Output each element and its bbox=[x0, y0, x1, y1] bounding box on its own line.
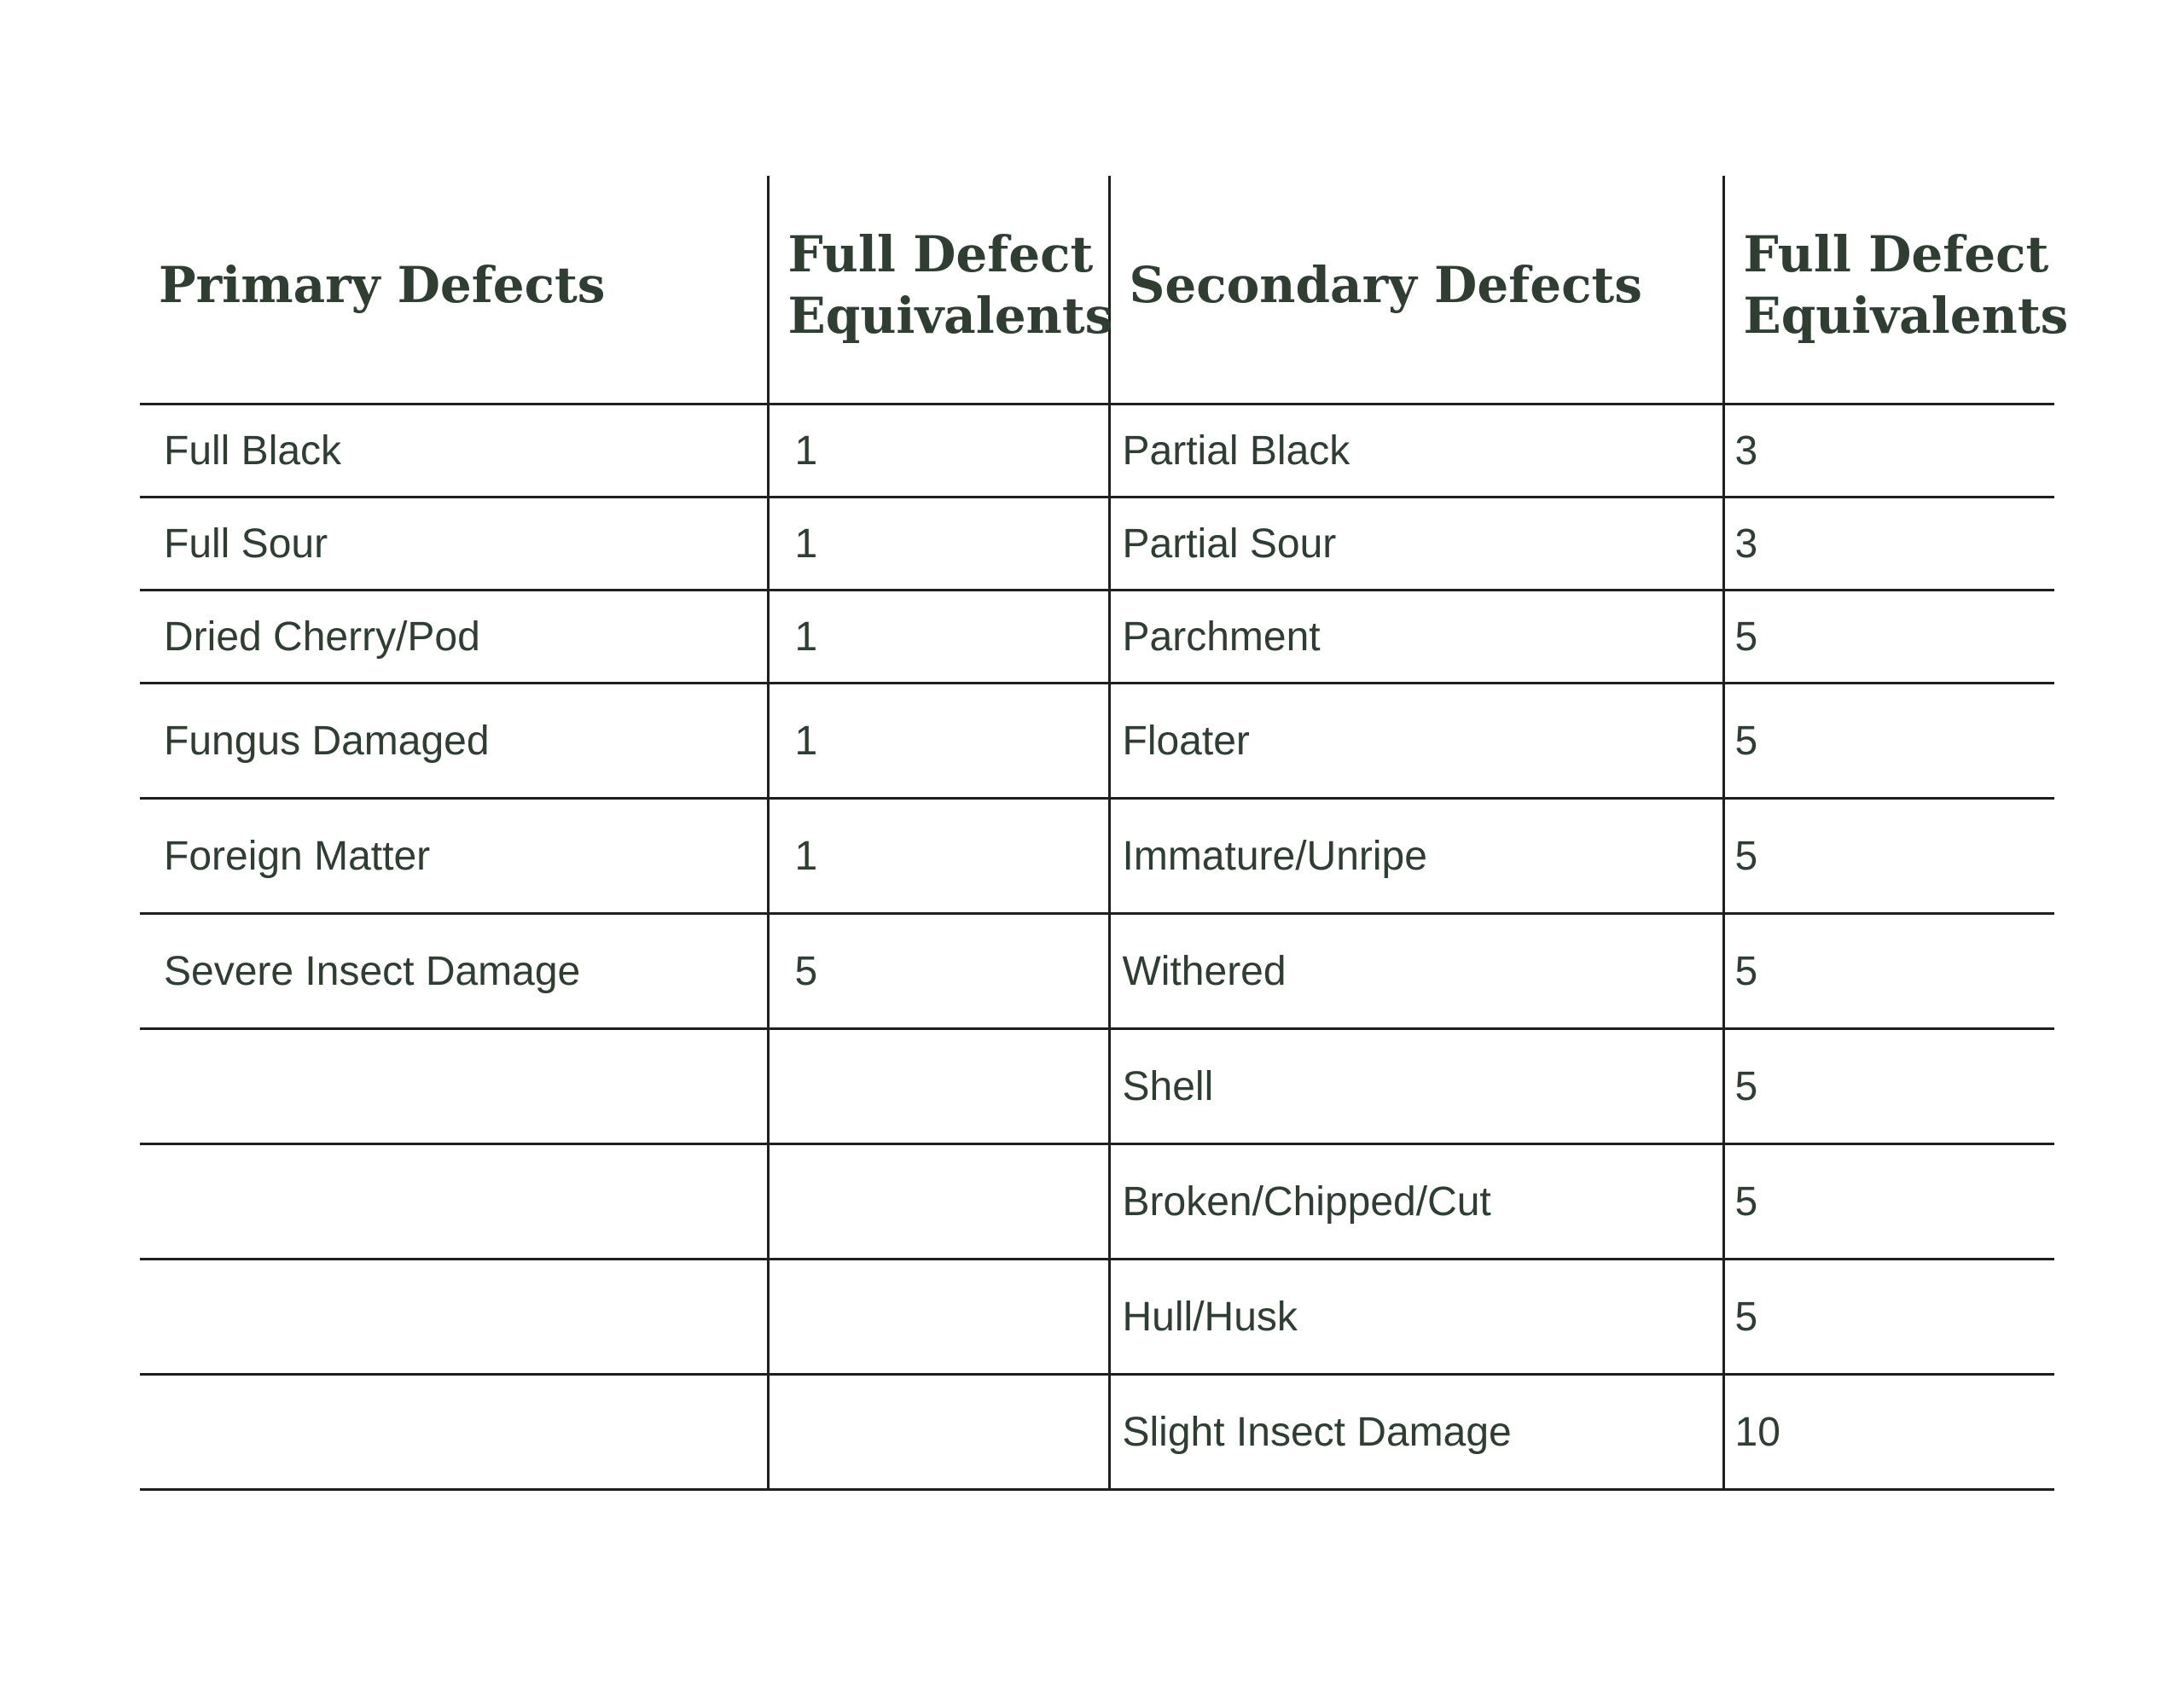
primary-defect-cell bbox=[140, 1144, 768, 1260]
primary-value-cell bbox=[768, 1029, 1109, 1144]
primary-defect-cell: Fungus Damaged bbox=[164, 718, 490, 764]
header-row bbox=[140, 176, 2054, 404]
secondary-value-cell: 5 bbox=[1723, 1260, 2054, 1375]
secondary-value-cell: 5 bbox=[1723, 591, 2054, 684]
table-row bbox=[140, 1029, 2054, 1144]
primary-defect-cell bbox=[140, 1260, 768, 1375]
primary-value-cell: 1 bbox=[768, 799, 1109, 914]
primary-value-cell: 1 bbox=[768, 684, 1109, 799]
primary-value-cell bbox=[768, 1260, 1109, 1375]
primary-defect-cell: Full Sour bbox=[164, 521, 328, 567]
table-row bbox=[140, 1375, 2054, 1490]
defects-table bbox=[140, 176, 2069, 1491]
table-row bbox=[140, 1144, 2054, 1260]
secondary-defect-cell: Partial Black bbox=[1109, 404, 1723, 497]
header-secondary-equivalents: Full Defect Equivalents bbox=[1723, 176, 2054, 404]
primary-defect-cell bbox=[140, 1375, 768, 1490]
header-secondary-defects: Secondary Defects bbox=[1109, 176, 1723, 404]
table-row bbox=[140, 404, 2054, 497]
table-header bbox=[140, 176, 2069, 404]
table-row bbox=[140, 799, 2054, 914]
secondary-value-cell: 5 bbox=[1723, 914, 2054, 1029]
table-row bbox=[140, 914, 2054, 1029]
secondary-value-cell: 5 bbox=[1723, 799, 2054, 914]
secondary-value-cell: 5 bbox=[1723, 684, 2054, 799]
secondary-defect-cell: Floater bbox=[1109, 684, 1723, 799]
secondary-defect-cell: Partial Sour bbox=[1109, 497, 1723, 591]
table-body bbox=[140, 404, 2054, 1490]
primary-defect-cell: Full Black bbox=[164, 428, 342, 474]
secondary-defect-cell: Parchment bbox=[1109, 591, 1723, 684]
table-row bbox=[140, 684, 2054, 799]
primary-value-cell: 5 bbox=[768, 914, 1109, 1029]
secondary-defect-cell: Slight Insect Damage bbox=[1109, 1375, 1723, 1490]
primary-value-cell: 1 bbox=[768, 404, 1109, 497]
table-row bbox=[140, 497, 2054, 591]
secondary-defect-cell: Shell bbox=[1109, 1029, 1723, 1144]
primary-defect-cell: Dried Cherry/Pod bbox=[164, 614, 480, 660]
primary-defect-cell bbox=[140, 1029, 768, 1144]
secondary-defect-cell: Immature/Unripe bbox=[1109, 799, 1723, 914]
table-row bbox=[140, 1260, 2054, 1375]
table-row bbox=[140, 591, 2054, 684]
primary-defect-cell: Severe Insect Damage bbox=[164, 948, 581, 994]
header-primary-defects: Primary Defects bbox=[159, 256, 606, 314]
secondary-value-cell: 3 bbox=[1723, 404, 2054, 497]
primary-value-cell: 1 bbox=[768, 497, 1109, 591]
primary-value-cell bbox=[768, 1144, 1109, 1260]
secondary-value-cell: 5 bbox=[1723, 1144, 2054, 1260]
secondary-defect-cell: Hull/Husk bbox=[1109, 1260, 1723, 1375]
secondary-value-cell: 5 bbox=[1723, 1029, 2054, 1144]
secondary-value-cell: 3 bbox=[1723, 497, 2054, 591]
secondary-defect-cell: Withered bbox=[1109, 914, 1723, 1029]
header-primary-equivalents: Full Defect Equivalents bbox=[768, 176, 1109, 404]
primary-value-cell: 1 bbox=[768, 591, 1109, 684]
primary-defect-cell: Foreign Matter bbox=[164, 833, 431, 879]
secondary-value-cell: 10 bbox=[1723, 1375, 2054, 1490]
primary-value-cell bbox=[768, 1375, 1109, 1490]
secondary-defect-cell: Broken/Chipped/Cut bbox=[1109, 1144, 1723, 1260]
